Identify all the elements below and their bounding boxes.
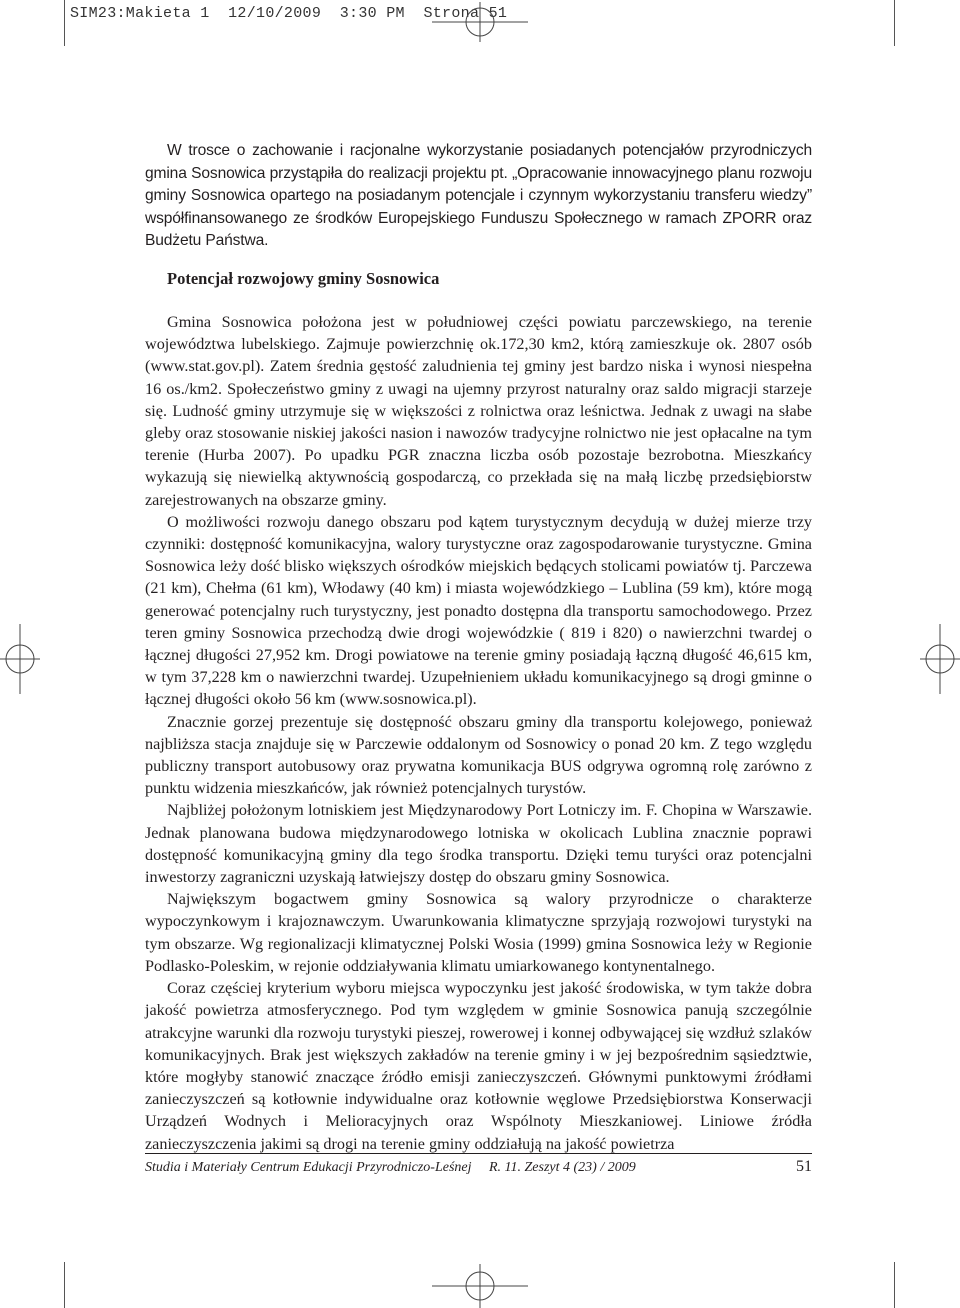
crop-mark-top-left [64,0,65,46]
registration-mark-right-icon [920,624,960,694]
registration-mark-top-icon [432,2,528,42]
footer-divider [145,1153,812,1154]
section-title: Potencjał rozwojowy gminy Sosnowica [167,269,440,288]
print-slug-line: SIM23:Makieta 1 12/10/2009 3:30 PM Strona 51 [70,5,508,22]
paragraph: Znacznie gorzej prezentuje się dostępność obszaru gminy dla transportu kolejowego, ponieważ najbliższa stacja znajduje się w Parczewie oddalonym od Sosnowicy o ponad 20 km. Z tego względu publiczny transport autobusowy oraz prywatna komunikacja BUS odgrywa ogromną rolę zarówno z punktu widzenia mieszkańców, jak również potencjalnych turystów. [145,712,812,798]
crop-mark-top-right [894,0,895,46]
registration-mark-bottom-icon [432,1264,528,1308]
crop-mark-bottom-right [894,1262,895,1308]
paragraph: O możliwości rozwoju danego obszaru pod kątem turystycznym decydują w dużej mierze trzy czynniki: dostępność komunikacyjna, walory turystyczne oraz zagospodarowanie turystyczne. Gmina Sosnowica leży dość blisko większych ośrodków miejskich będących stolicami powiatów tj. Parczewa (21 km), Chełma (61 km), Włodawy (40 km) i miasta wojewódzkiego – Lublina (59 km), które mogą generować potencjalny ruch turystyczny, jest ponadto dostępna dla transportu samochodowego. Przez teren gminy Sosnowica przechodzą dwie drogi wojewódzkie ( 819 i 820) o nawierzchni twardej o łącznej długości 27,952 km. Drogi powiatowe na terenie gminy posiadają łączną długość 46,615 km, w tym 37,228 km o nawierzchni twardej. Uzupełnieniem układu komunikacyjnego są drogi gminne o łącznej długości około 56 km (www.sosnowica.pl). [145,512,812,709]
article-body [145,311,812,1155]
page-number: 51 [796,1158,812,1175]
paragraph: Najbliżej położonym lotniskiem jest Międzynarodowy Port Lotniczy im. F. Chopina w Warszawie. Jednak planowana budowa międzynarodowego lotniska w okolicach Lublina znacznie poprawi dostępność komunikacyjną gminy dla tego środka transportu. Dzięki temu turyści oraz potencjalni inwestorzy zagraniczni uzyskają łatwiejszy dostęp do obszaru gminy Sosnowica. [145,801,812,887]
crop-mark-bottom-left [64,1262,65,1308]
intro-paragraph: W trosce o zachowanie i racjonalne wykorzystanie posiadanych potencjałów przyrodniczych gmina Sosnowica przystąpiła do realizacji projektu pt. „Opracowanie innowacyjnego planu rozwoju gminy Sosnowica opartego na posiadanym potencjale i czynnym wykorzystaniu transferu wiedzy” współfinansowanego ze środków Europejskiego Funduszu Społecznego w ramach ZPORR oraz Budżetu Państwa. [145,142,812,250]
paragraph: Coraz częściej kryterium wyboru miejsca wypoczynku jest jakość środowiska, w tym także dobra jakość powietrza atmosferycznego. Pod tym względem w gminie Sosnowica panują szczególnie atrakcyjne warunki dla rozwoju turystyki pieszej, rowerowej i konnej odbywającej się wzdłuż szlaków komunikacyjnych. Brak jest większych zakładów na terenie gminy i w jej bezpośrednim sąsiedztwie, które mogłyby stanowić znaczące źródło emisji zanieczyszczeń. Głównymi punktowymi źródłami zanieczyszczeń są kotłownie indywidualne oraz kotłownie węglowe Przedsiębiorstwa Konserwacji Urządzeń Wodnych i Melioracyjnych oraz Wspólnoty Mieszkaniowej. Liniowe źródła zanieczyszczenia jakimi są drogi na terenie gminy oddziałują na jakość powietrza [145,979,812,1153]
paragraph: Największym bogactwem gminy Sosnowica są walory przyrodnicze o charakterze wypoczynkowym i krajoznawczym. Uwarunkowania klimatyczne sprzyjają rozwojowi turystyki na tym obszarze. Wg regionalizacji klimatycznej Polski Wosia (1999) gmina Sosnowica leży w Regionie Podlasko-Poleskim, w rejonie oddziaływania klimatu umiarkowanego kontynentalnego. [145,890,812,975]
paragraph: Gmina Sosnowica położona jest w południowej części powiatu parczewskiego, na terenie województwa lubelskiego. Zajmuje powierzchnię ok.172,30 km2, którą zamieszkuje ok. 2807 osób (www.stat.gov.pl). Zatem średnia gęstość zaludnienia tej gminy jest bardzo niska i wynosi niespełna 16 os./km2. Społeczeństwo gminy z uwagi na ujemny przyrost naturalny oraz saldo migracji starzeje się. Ludność gminy utrzymuje się w większości z rolnictwa oraz leśnictwa. Jednak z uwagi na słabe gleby oraz stosowanie niskiej jakości nasion i nawozów tradycyjne rolnictwo nie jest opłacalne na tym terenie (Hurba 2007). Po upadku PGR znaczna liczba osób pozostaje bezrobotna. Mieszkańcy wykazują się niewielką aktywnością gospodarczą, co przekłada się na małą liczbę przedsiębiorstw zarejestrowanych na obszarze gminy. [145,313,812,509]
footer-journal-citation: Studia i Materiały Centrum Edukacji Przyrodniczo-Leśnej R. 11. Zeszyt 4 (23) / 2009 [145,1160,636,1175]
registration-mark-left-icon [0,624,40,694]
